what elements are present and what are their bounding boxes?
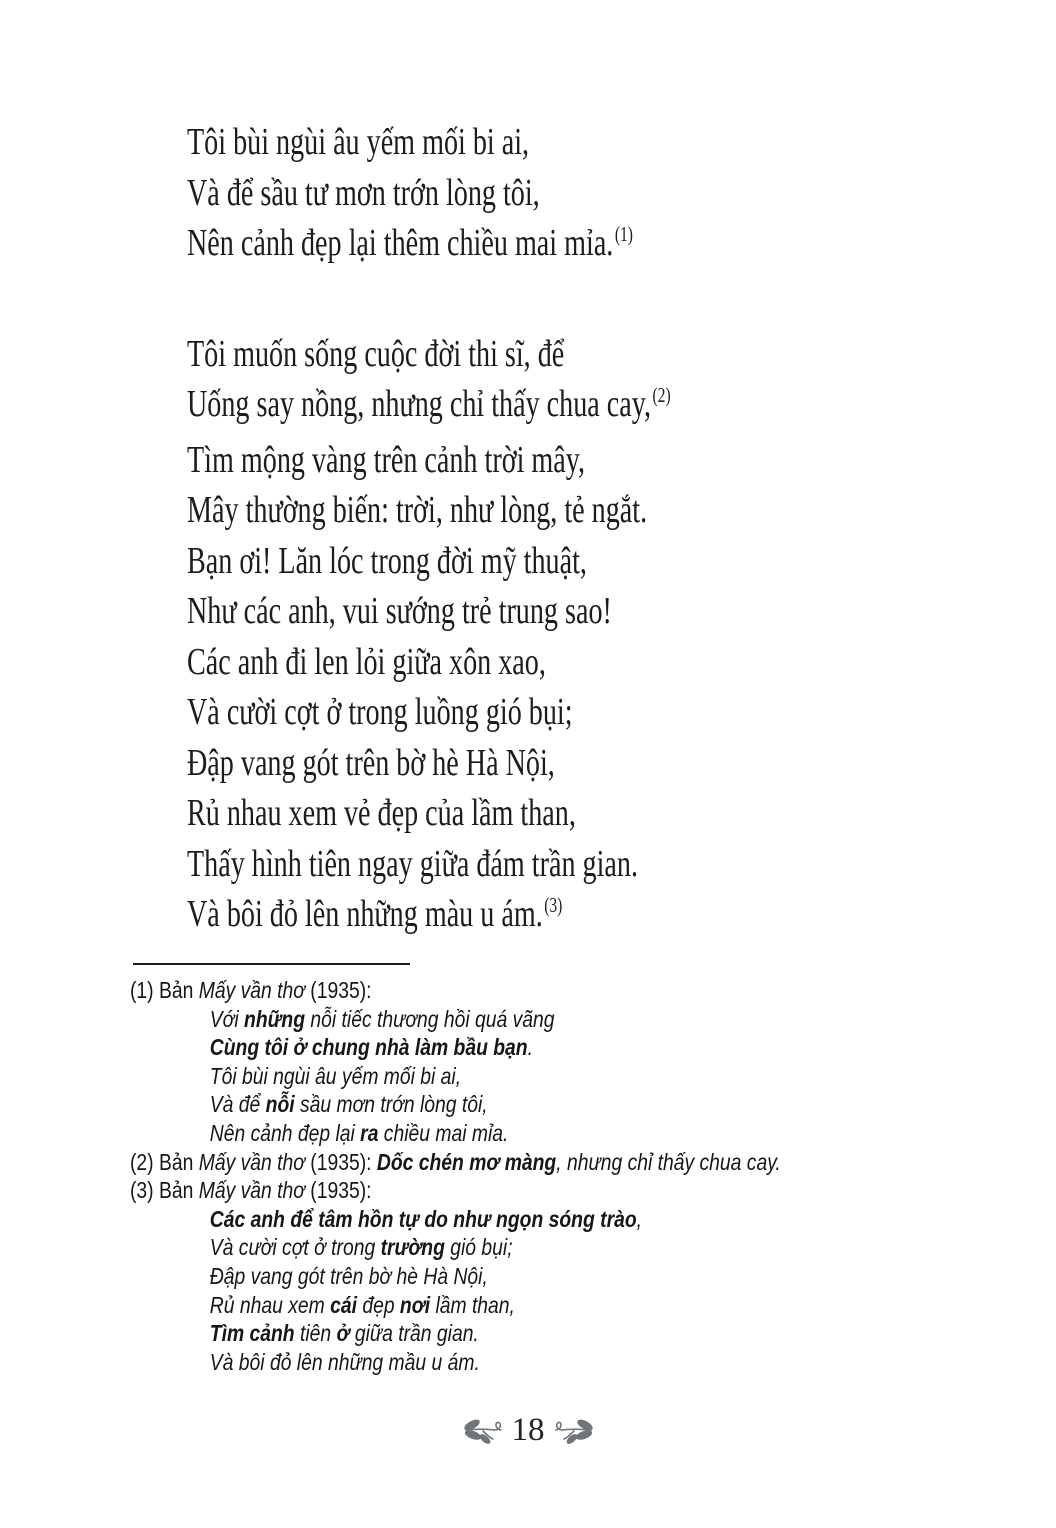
footnote-segment: cái — [330, 1291, 357, 1318]
footnote-line — [210, 1033, 781, 1062]
footnote-segment: Đập vang gót trên bờ hè Hà Nội, — [209, 1262, 488, 1289]
footnote-segment: Tôi bùi ngùi âu yếm mối bi ai, — [209, 1062, 462, 1089]
footnote-segment: sầu mơn trớn lòng tôi, — [294, 1091, 488, 1118]
footnote-segment: gió bụi; — [444, 1234, 513, 1261]
poem-line — [187, 586, 671, 637]
footnote-segment: nỗi — [265, 1091, 295, 1118]
footnote-line — [210, 1262, 781, 1291]
footnote-line — [130, 976, 781, 1005]
footnote-segment: (1935): — [304, 977, 372, 1003]
footnote-line — [130, 1176, 781, 1205]
footnote-divider — [133, 963, 410, 965]
poem-stanza-2 — [187, 329, 671, 945]
footnotes — [130, 976, 781, 1376]
footnote-segment: chiều mai mỉa. — [378, 1119, 509, 1146]
poem-line — [187, 379, 671, 435]
poem-line-text: Mây thường biến: trời, như lòng, tẻ ngắt. — [187, 489, 648, 531]
footnote-line — [130, 1148, 781, 1177]
poem-line-text: Thấy hình tiên ngay giữa đám trần gian. — [187, 842, 638, 885]
footnote-segment: giữa trần gian. — [349, 1320, 479, 1347]
poem-line — [187, 117, 671, 168]
footnote-segment: ở — [336, 1320, 350, 1347]
poem-line — [187, 738, 671, 789]
footnote-segment: Cùng tôi ở chung nhà làm bầu bạn — [209, 1034, 528, 1061]
footnote-segment: Và bôi đỏ lên những mầu u ám. — [209, 1348, 480, 1375]
footnote-segment: tiên — [294, 1320, 337, 1347]
footnote-segment: , nhưng chỉ thấy chua cay. — [556, 1148, 781, 1175]
poem-line — [187, 536, 671, 587]
poem-line-text: Đập vang gót trên bờ hè Hà Nội, — [187, 741, 555, 784]
footnote-segment: những — [244, 1005, 306, 1032]
poem — [187, 117, 671, 945]
poem-line — [187, 687, 671, 738]
poem-line-text: Tôi bùi ngùi âu yếm mối bi ai, — [187, 121, 530, 163]
poem-line-text: Nên cảnh đẹp lại thêm chiều mai mỉa. — [187, 222, 614, 264]
footnote-segment: (1935): — [304, 1148, 377, 1175]
poem-line-text: Rủ nhau xem vẻ đẹp của lầm than, — [187, 792, 576, 834]
footnote-line — [210, 1062, 781, 1091]
footnote-segment: lầm than, — [430, 1291, 515, 1318]
poem-line-text: Và cười cợt ở trong luồng gió bụi; — [187, 691, 573, 733]
poem-line — [187, 839, 671, 890]
footnote-segment: (1935): — [304, 1177, 372, 1204]
poem-line-text: Các anh đi len lỏi giữa xôn xao, — [187, 640, 546, 683]
footnote-marker: (1) — [614, 222, 633, 246]
footnote-segment: Mấy vần thơ — [198, 1177, 305, 1204]
footnote-segment: Các anh để tâm hồn tự do như ngọn sóng trào — [209, 1205, 637, 1232]
footnote-line — [210, 1348, 781, 1377]
page-footer — [0, 1412, 1056, 1448]
footnote-segment: Và cười cợt ở trong — [209, 1234, 381, 1261]
poem-line — [187, 329, 671, 380]
poem-line — [187, 637, 671, 688]
footnote-segment: Và để — [209, 1091, 266, 1118]
footnote-segment: trường — [380, 1234, 445, 1261]
poem-line-text: Như các anh, vui sướng trẻ trung sao! — [187, 590, 612, 632]
footnote-segment: Nên cảnh đẹp lại — [209, 1119, 361, 1146]
footnote-line — [210, 1090, 781, 1119]
footnote-segment: đẹp — [356, 1291, 400, 1318]
poem-line-text: Uống say nồng, nhưng chỉ thấy chua cay, — [187, 383, 652, 425]
poem-line — [187, 218, 671, 274]
footnote-line — [210, 1119, 781, 1148]
footnote-segment: . — [527, 1034, 533, 1061]
footnote-line — [210, 1291, 781, 1320]
footnote-segment: Rủ nhau xem — [209, 1291, 331, 1318]
poem-line — [187, 788, 671, 839]
leaf-ornament-left-icon — [463, 1417, 503, 1444]
footnote-marker: (2) — [652, 383, 671, 407]
footnote-line — [210, 1319, 781, 1348]
footnote-line — [210, 1233, 781, 1262]
footnote-segment: Mấy vần thơ — [198, 1148, 305, 1175]
footnote-line — [210, 1005, 781, 1034]
poem-stanza-1 — [187, 117, 671, 274]
footnote-line — [210, 1205, 781, 1234]
poem-line-text: Và để sầu tư mơn trớn lòng tôi, — [187, 171, 540, 214]
footnote-segment: (3) Bản — [130, 1177, 199, 1204]
poem-line — [187, 168, 671, 219]
footnote-segment: Với — [209, 1005, 245, 1032]
footnote-segment: (2) Bản — [130, 1148, 199, 1175]
footnote-segment: Mấy vần thơ — [198, 977, 305, 1003]
footnote-segment: ra — [360, 1119, 379, 1146]
poem-line-text: Bạn ơi! Lăn lóc trong đời mỹ thuật, — [187, 539, 587, 582]
footnote-segment: nơi — [399, 1291, 431, 1318]
footnote-segment: (1) Bản — [130, 977, 199, 1003]
poem-line-text: Tôi muốn sống cuộc đời thi sĩ, để — [187, 332, 565, 375]
poem-line — [187, 435, 671, 486]
footnote-segment: nỗi tiếc thương hồi quá vãng — [305, 1005, 555, 1032]
leaf-ornament-right-icon — [554, 1417, 594, 1444]
poem-line — [187, 889, 671, 945]
footnote-marker: (3) — [544, 893, 563, 917]
footnote-segment: Tìm cảnh — [209, 1320, 295, 1347]
footnote-segment: , — [636, 1205, 643, 1232]
footnote-segment: Dốc chén mơ màng — [376, 1148, 557, 1175]
poem-line — [187, 485, 671, 536]
poem-line-text: Và bôi đỏ lên những màu u ám. — [187, 893, 543, 935]
page-number: 18 — [511, 1412, 545, 1448]
poem-line-text: Tìm mộng vàng trên cảnh trời mây, — [187, 438, 586, 481]
